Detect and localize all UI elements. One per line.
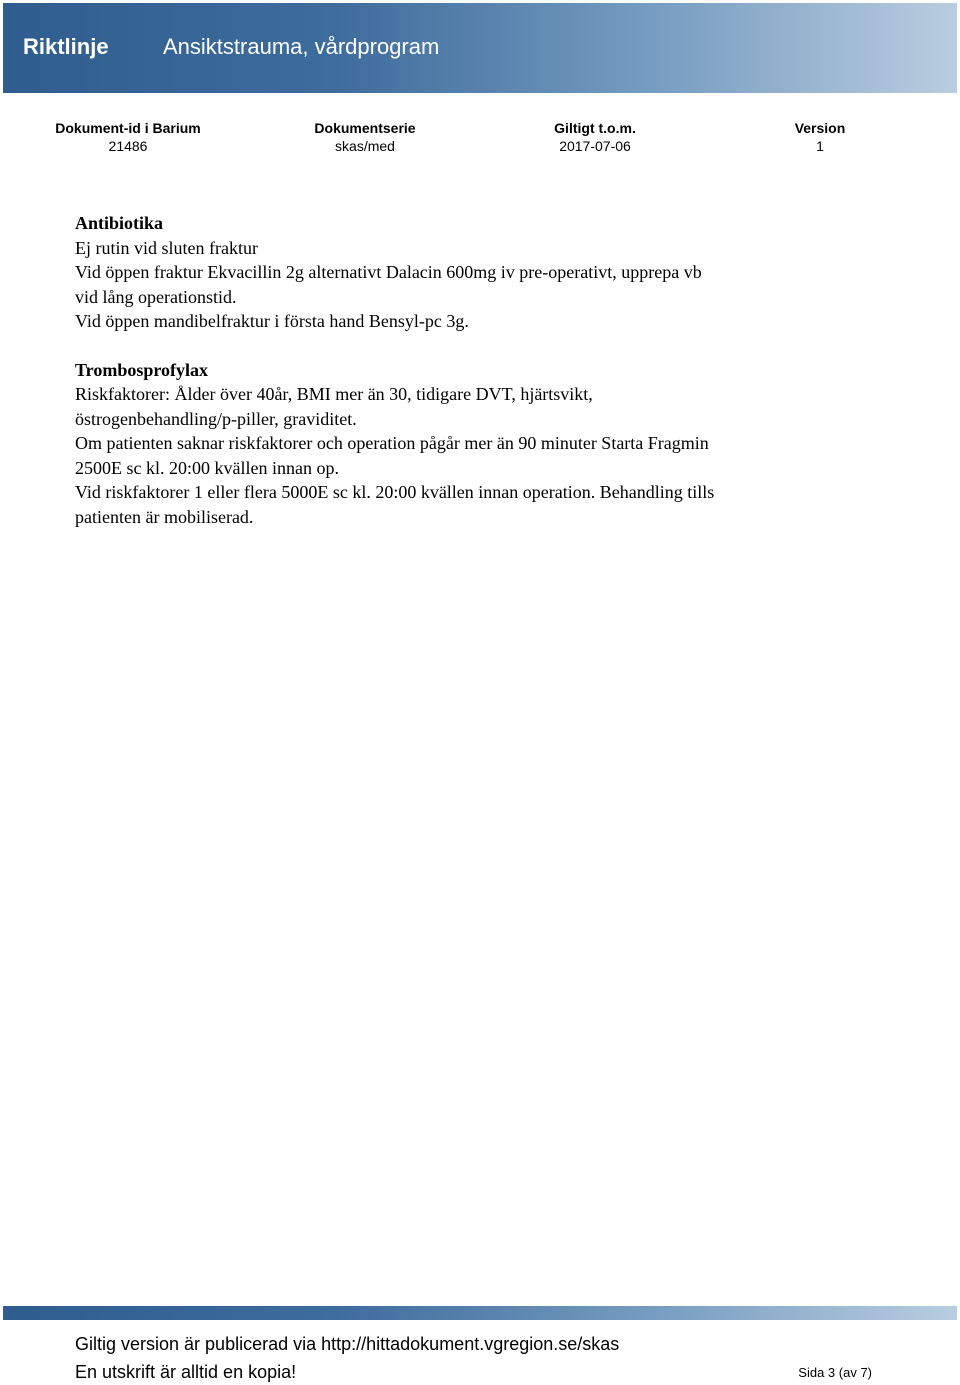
body-line: vid lång operationstid.: [75, 286, 237, 307]
body-line: patienten är mobiliserad.: [75, 506, 254, 527]
section-gap: [75, 334, 895, 358]
body-line: Vid riskfaktorer 1 eller flera 5000E sc kl. 20:00 kvällen innan operation. Behandling tills: [75, 482, 715, 502]
section-heading-trombosprofylax: Trombosprofylax: [75, 359, 209, 380]
body-line: Riskfaktorer: Ålder över 40år, BMI mer än 30, tidigare DVT, hjärtsvikt,: [75, 384, 593, 404]
footer-valid-version: Giltig version är publicerad via http://hittadokument.vgregion.se/skas: [75, 1334, 620, 1354]
meta-valid: [530, 119, 660, 155]
section-heading-antibiotika: Antibiotika: [75, 213, 164, 233]
meta-version-label: Version: [794, 120, 846, 136]
body-line: Vid öppen mandibelfraktur i första hand Bensyl-pc 3g.: [75, 311, 469, 331]
body-line: östrogenbehandling/p-piller, graviditet.: [75, 408, 357, 429]
footer-band: [3, 1306, 957, 1320]
meta-doc-id-label: Dokument-id i Barium: [55, 120, 201, 136]
body-line: Om patienten saknar riskfaktorer och operation pågår mer än 90 minuter Starta Fragmin: [75, 433, 709, 453]
header-band: [3, 3, 957, 93]
meta-series-value: skas/med: [335, 138, 395, 154]
meta-series: [290, 119, 440, 155]
meta-version-value: 1: [816, 138, 824, 154]
meta-doc-id-value: 21486: [108, 138, 148, 154]
page-number: Sida 3 (av 7): [798, 1365, 872, 1380]
meta-doc-id: [48, 119, 208, 155]
body-line: 2500E sc kl. 20:00 kvällen innan op.: [75, 457, 339, 478]
meta-version: [770, 119, 870, 155]
document-kind: Riktlinje: [23, 34, 109, 59]
footer-copy-notice: En utskrift är alltid en kopia!: [75, 1362, 297, 1382]
document-body: [75, 211, 895, 529]
meta-valid-value: 2017-07-06: [559, 138, 631, 154]
meta-series-label: Dokumentserie: [314, 120, 416, 136]
body-line: Ej rutin vid sluten fraktur: [75, 237, 258, 258]
body-line: Vid öppen fraktur Ekvacillin 2g alternativt Dalacin 600mg iv pre-operativt, upprepa vb: [75, 262, 702, 282]
meta-valid-label: Giltigt t.o.m.: [554, 120, 636, 136]
document-title: Ansiktstrauma, vårdprogram: [163, 34, 440, 59]
